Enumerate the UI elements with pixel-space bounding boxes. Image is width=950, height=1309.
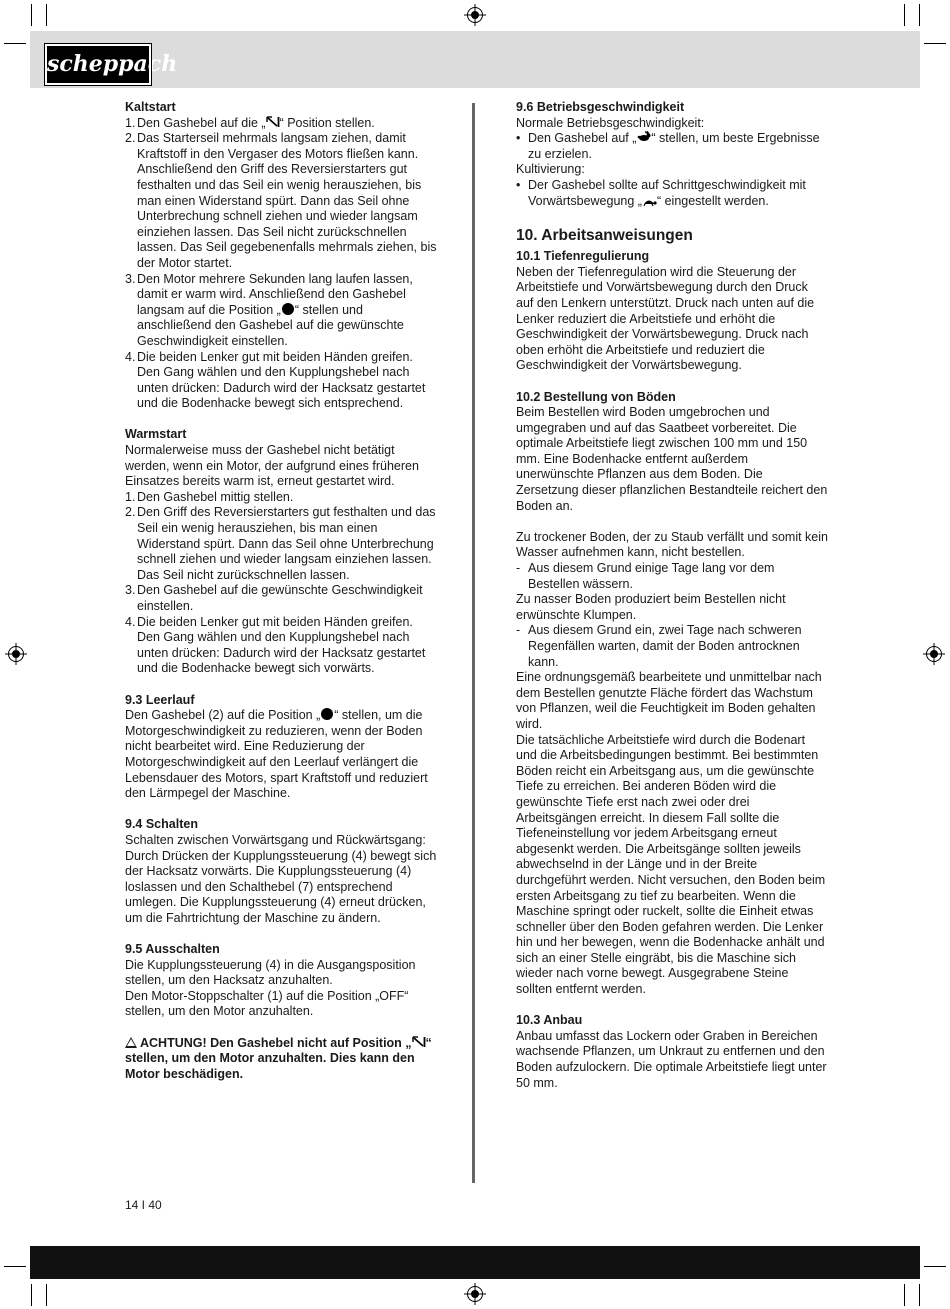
section-title: 9.5 Ausschalten: [125, 942, 220, 957]
paragraph: Eine ordnungsgemäß bearbeitete und unmittelbar nach dem Bestellen genutzte Fläche fördert das Wachstum von Pflanzen, weil die Feuchtigkeit im Boden gehalten wird.: [516, 670, 822, 731]
crop-mark: [4, 43, 26, 44]
list-text: Die beiden Lenker gut mit beiden Händen greifen. Den Gang wählen und den Kupplungshebel nach unten drücken: Dadurch wird der Hacksatz gestartet und die Bodenhacke bewegt sich vorwärts.: [137, 614, 426, 676]
section-title: 9.4 Schalten: [125, 817, 198, 832]
registration-mark-icon: [8, 646, 24, 662]
list-item: [125, 505, 437, 583]
section-title: 10.3 Anbau: [516, 1013, 583, 1028]
list-item: [125, 490, 437, 506]
list-number: 3.: [125, 271, 136, 286]
list-text: “ stellen und anschließend den Gashebel auf die gewünschte Geschwindigkeit einstellen.: [137, 302, 404, 348]
section-ausschalten: [125, 942, 437, 1082]
kaltstart-steps: [125, 116, 437, 412]
list-item: [125, 116, 437, 132]
list-text: Das Starterseil mehrmals langsam ziehen, damit Kraftstoff in den Vergaser des Motors fließen kann. Anschließend den Griff des Reversierstarters gut festhalten und das Seil ein wenig herausziehen, bis man einen Widerstand spürt. Dann das Seil ohne Unterbrechung schnell ziehen und wieder langsam einziehen lassen. Das Seil nicht zurückschnellen lassen. Das Seil gegebenenfalls mehrmals ziehen, bis der Motor startet.: [137, 131, 437, 270]
list-number: 2.: [125, 505, 136, 520]
crop-mark: [31, 4, 32, 26]
registration-mark-icon: [467, 1286, 483, 1302]
crop-mark: [46, 4, 47, 26]
bullet-list: [516, 178, 828, 209]
list-text: Den Gashebel auf die „: [137, 115, 266, 130]
list-item: [125, 350, 437, 412]
hare-icon: [636, 131, 651, 142]
left-column: [125, 100, 437, 1082]
warning-triangle-icon: [125, 1037, 137, 1048]
bullet-list: [516, 131, 828, 162]
crop-mark: [4, 1266, 26, 1267]
list-text: Aus diesem Grund einige Tage lang vor dem Bestellen wässern.: [528, 561, 775, 591]
section-betriebsgeschwindigkeit: [516, 100, 828, 209]
list-text: Die beiden Lenker gut mit beiden Händen greifen. Den Gang wählen und den Kupplungshebel nach unten drücken: Dadurch wird der Hacksatz gestartet und die Bodenhacke bewegt sich entsprechend.: [137, 349, 426, 411]
paragraph: [125, 708, 437, 802]
section-kaltstart: [125, 100, 437, 412]
turtle-icon: [642, 197, 657, 206]
list-text: Den Griff des Reversierstarters gut festhalten und das Seil ein wenig herausziehen, bis man einen Widerstand spürt. Dann das Seil ohne Unterbrechung schnell ziehen und wieder langsam einziehen lassen. Das Seil nicht zurückschnellen lassen.: [137, 505, 436, 582]
crop-mark: [924, 1266, 946, 1267]
paragraph: Normale Betriebsgeschwindigkeit:: [516, 115, 705, 130]
list-text: Aus diesem Grund ein, zwei Tage nach schweren Regenfällen warten, damit der Boden antrocknen kann.: [528, 623, 802, 669]
list-number: 3.: [125, 583, 136, 598]
right-column: [516, 100, 828, 1091]
paragraph: Beim Bestellen wird Boden umgebrochen und umgegraben und auf das Saatbeet vorbereitet. Die optimale Arbeitstiefe liegt zwischen 100 mm und 150 mm. Eine Bodenhacke entfernt außerdem unerwünschte Pflanzen aus dem Boden. Die Zersetzung dieser pflanzlichen Bestandteile reichert den Boden an.: [516, 405, 828, 513]
list-number: 1.: [125, 489, 136, 504]
section-title: Kaltstart: [125, 100, 176, 114]
list-number: 4.: [125, 349, 136, 364]
paragraph: Normalerweise muss der Gashebel nicht betätigt werden, wenn ein Motor, der aufgrund eines früheren Einsatzes bereits warm ist, erneut gestartet wird.: [125, 443, 419, 489]
paragraph: Den Motor-Stoppschalter (1) auf die Position „OFF“ stellen, um den Motor anzuhalten.: [125, 988, 409, 1019]
paragraph: Zu trockener Boden, der zu Staub verfällt und somit kein Wasser aufnehmen kann, nicht bestellen.: [516, 529, 828, 560]
section-anbau: [516, 1013, 828, 1091]
list-number: 2.: [125, 131, 136, 146]
list-text: “ eingestellt werden.: [656, 193, 769, 208]
page-number: 14 I 40: [125, 1198, 162, 1212]
section-bestellung: [516, 390, 828, 998]
list-text: Der Gashebel sollte auf Schrittgeschwindigkeit mit Vorwärtsbewegung „: [528, 177, 806, 208]
list-item: [125, 615, 437, 677]
text: “ stellen, um die Motorgeschwindigkeit zu reduzieren, wenn der Boden nicht bearbeitet wird. Eine Reduzierung der Motorgeschwindigkeit auf den Leerlauf verlängert die Lebensdauer des Motors, spart Kraftstoff und reduziert den Lärmpegel der Maschine.: [125, 708, 428, 801]
crop-mark: [919, 1284, 920, 1306]
paragraph: Durch Drücken der Kupplungssteuerung (4) bewegt sich der Hacksatz vorwärts. Die Kupplungssteuerung (4) loslassen und den Schalthebel (7) entsprechend umlegen. Die Kupplungssteuerung (4) erneut drücken, um die Fahrtrichtung der Maschine zu ändern.: [125, 848, 437, 925]
text: Den Gashebel (2) auf die Position „: [125, 708, 321, 723]
registration-mark-icon: [926, 646, 942, 662]
section-title: 9.3 Leerlauf: [125, 692, 195, 707]
list-item: [125, 272, 437, 350]
crop-mark: [46, 1284, 47, 1306]
section-title: Warmstart: [125, 427, 187, 442]
crop-mark: [31, 1284, 32, 1306]
paragraph: Schalten zwischen Vorwärtsgang und Rückwärtsgang:: [125, 832, 426, 847]
registration-mark-icon: [467, 7, 483, 23]
list-item: - Aus diesem Grund einige Tage lang vor dem Bestellen wässern.: [516, 561, 775, 591]
list-text: Den Gashebel auf „: [528, 131, 637, 146]
paragraph: Die tatsächliche Arbeitstiefe wird durch die Bodenart und die Arbeitsbedingungen bestimmt. Bei bestimmten Böden reicht ein Arbeitsgang aus, um die gewünschte Tiefe zu erreichen. Bei anderen Böden wird die gewünschte Tiefe erst nach zwei oder drei Arbeitsgängen erreicht. In diesem Fall sollte die Tiefeneinstellung vor jedem Arbeitsgang erneut abgesenkt werden. Die Arbeitsgänge sollten jeweils abwechselnd in der Länge und in der Breite durchgeführt werden. Nicht versuchen, den Boden beim ersten Arbeitsgang zu tief zu bearbeiten. Wenn die Maschine springt oder ruckelt, sollte die Einheit etwas schneller über den Boden gefahren werden. Die Lenker hin und her bewegen, wenn die Bodenhacke anhält und sich an einer Stelle eingräbt, bis die Maschine sich wieder nach vorne bewegt. Ausgegrabene Steine sollten entfernt werden.: [516, 732, 826, 997]
list-item: [125, 583, 437, 614]
section-title: 10.1 Tiefenregulierung: [516, 249, 650, 264]
list-item: [125, 131, 437, 271]
paragraph: Anbau umfasst das Lockern oder Graben in Bereichen wachsende Pflanzen, um Unkraut zu entfernen und den Boden aufzulockern. Die optimale Arbeitstiefe liegt unter 50 mm.: [516, 1028, 827, 1090]
dash-list: [516, 623, 828, 670]
paragraph: Kultivierung:: [516, 162, 585, 177]
warning-text: “ stellen, um den Motor anzuhalten. Dies kann den Motor beschädigen.: [125, 1035, 432, 1081]
warning-text: ACHTUNG! Den Gashebel nicht auf Position „: [140, 1035, 412, 1050]
section-schalten: [125, 817, 437, 926]
list-item: • Den Gashebel auf „ “ stellen, um beste Ergebnisse zu erzielen.: [516, 131, 820, 161]
list-text: “ Position stellen.: [279, 115, 375, 130]
warmstart-steps: [125, 490, 437, 677]
paragraph: Neben der Tiefenregulation wird die Steuerung der Arbeitstiefe und Vorwärtsbewegung durch den Druck auf den Lenkern unterstützt. Druck nach unten auf die Lenker reduziert die Arbeitstiefe und erhöht die Geschwindigkeit der Vorwärtsbewegung. Druck nach oben erhöht die Arbeitstiefe und reduziert die Geschwindigkeit der Vorwärtsbewegung.: [516, 264, 815, 373]
section-title: 10.2 Bestellung von Böden: [516, 389, 676, 404]
dash-list: [516, 561, 828, 592]
warning-note: [125, 1036, 437, 1083]
crop-mark: [904, 4, 905, 26]
chapter-title: 10. Arbeitsanweisungen: [516, 227, 693, 245]
paragraph: Zu nasser Boden produziert beim Bestellen nicht erwünschte Klumpen.: [516, 592, 786, 622]
list-number: 4.: [125, 614, 136, 629]
list-text: Den Gashebel mittig stellen.: [137, 489, 294, 504]
footer-band: [30, 1246, 920, 1279]
idle-dot-icon: [282, 303, 294, 315]
crop-mark: [924, 43, 946, 44]
paragraph: Die Kupplungssteuerung (4) in die Ausgangsposition stellen, um den Hacksatz anzuhalten.: [125, 957, 416, 988]
crop-mark: [904, 1284, 905, 1306]
list-text: Den Gashebel auf die gewünschte Geschwindigkeit einstellen.: [137, 583, 423, 613]
section-leerlauf: [125, 693, 437, 802]
list-item: - Aus diesem Grund ein, zwei Tage nach schweren Regenfällen warten, damit der Boden antrocknen kann.: [516, 623, 802, 669]
crop-mark: [919, 4, 920, 26]
brand-logo: scheppach: [45, 44, 151, 85]
list-item: • Der Gashebel sollte auf Schrittgeschwindigkeit mit Vorwärtsbewegung „ “ eingestellt werden.: [516, 177, 806, 208]
list-number: 1.: [125, 115, 136, 130]
section-title: 9.6 Betriebsgeschwindigkeit: [516, 100, 685, 114]
list-text: “ stellen, um beste Ergebnisse zu erzielen.: [528, 131, 820, 161]
choke-lever-icon: [412, 1036, 426, 1048]
choke-lever-icon: [266, 116, 280, 128]
section-warmstart: [125, 427, 437, 677]
column-divider: [472, 103, 475, 1183]
section-tiefenregulierung: [516, 249, 828, 374]
list-text: Den Motor mehrere Sekunden lang laufen lassen, damit er warm wird. Anschließend den Gashebel langsam auf die Position „: [137, 271, 413, 317]
idle-dot-icon: [321, 708, 333, 720]
